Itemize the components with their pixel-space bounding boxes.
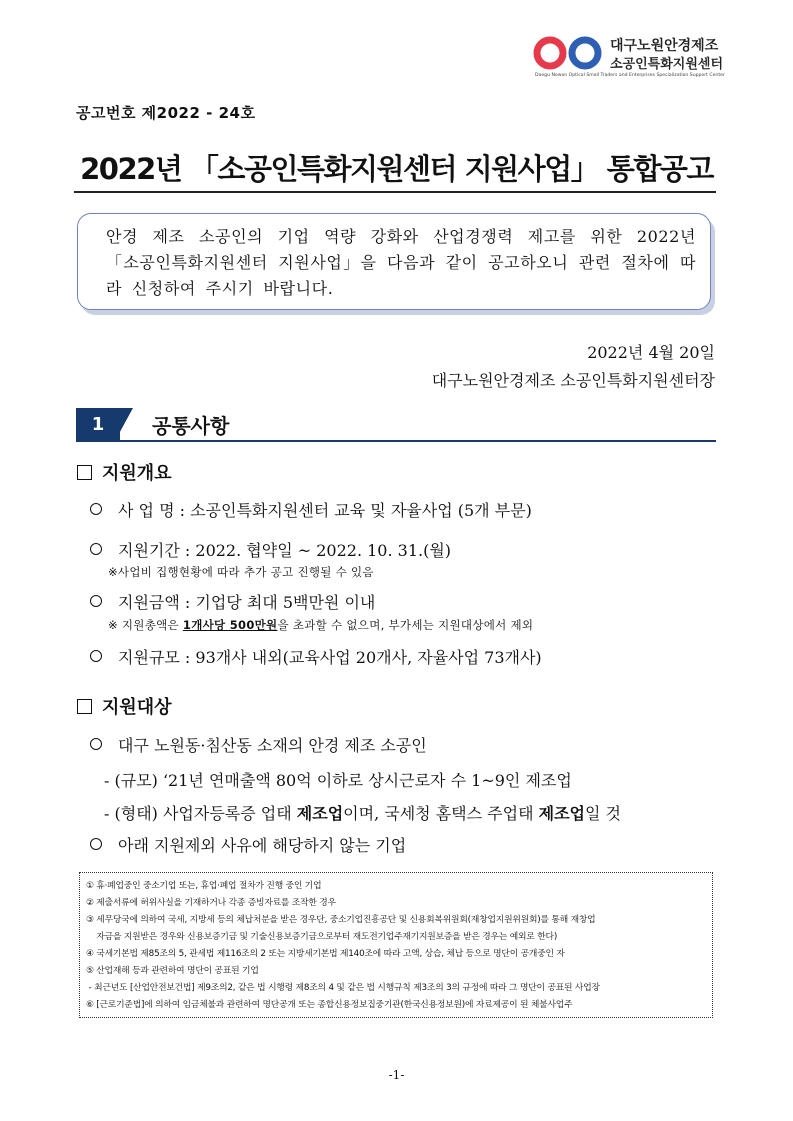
target-heading [77, 693, 172, 719]
announcement-date: 2022년 4월 20일 [587, 343, 715, 362]
page-title: 2022년 「소공인특화지원센터 지원사업」 통합공고 [80, 152, 713, 186]
intro-text: 안경 제조 소공인의 기업 역량 강화와 산업경쟁력 제고를 위한 2022년 「소공인특화지원센터 지원사업」을 다음과 같이 공고하오니 관련 절차에 따라 신청하여 주시기 바랍니다. [106, 227, 696, 298]
checkbox-square-icon [77, 699, 92, 714]
title-underline [74, 191, 716, 193]
target-sub-scale: - (규모) ‘21년 연매출액 80억 이하로 상시근로자 수 1~9인 제조업 [104, 771, 572, 790]
section-number-tail [115, 408, 133, 441]
target-sub-bold: 제조업 [538, 804, 585, 823]
overview-item-text: 지원규모 : 93개사 내외(교육사업 20개사, 자율사업 73개사) [118, 648, 542, 667]
section-rule [76, 440, 716, 442]
overview-item-text: 지원금액 : 기업당 최대 5백만원 이내 [118, 593, 376, 612]
logo-name-line1: 대구노원안경제조 [610, 38, 719, 54]
intro-box [77, 213, 711, 310]
exclusion-item: 자금을 지원받은 경우와 신용보증기금 및 기술신용보증기금으로부터 재도전기업주재기지원보증을 받은 경우는 예외로 한다) [86, 932, 558, 942]
target-item-text: 대구 노원동·침산동 소재의 안경 제조 소공인 [118, 736, 427, 755]
exclusion-item: ④ 국세기본법 제85조의 5, 관세법 제116조의 2 또는 지방세기본법 제140조에 따라 고액, 상습, 체납 등으로 명단이 공개중인 자 [86, 949, 565, 959]
overview-item-text: 지원기간 : 2022. 협약일 ~ 2022. 10. 31.(월) [118, 541, 452, 560]
overview-item-period [90, 538, 451, 561]
logo-rings-icon [533, 36, 605, 70]
circle-bullet-icon [90, 543, 102, 555]
target-sub-text: 이며, 국세청 홈택스 주업태 [343, 804, 539, 823]
target-heading-label: 지원대상 [102, 697, 172, 718]
logo-name-line2: 소공인특화지원센터 [610, 57, 724, 72]
circle-bullet-icon [90, 738, 102, 750]
target-sub-text: 일 것 [585, 804, 621, 823]
exclusion-item: ⑥ [근로기준법]에 의하여 임금체불과 관련하여 명단공개 또는 종합신용정보집중기관(한국신용정보원)에 자료제공이 된 체불사업주 [86, 1000, 573, 1010]
circle-bullet-icon [90, 838, 102, 850]
circle-bullet-icon [90, 503, 102, 515]
exclusion-item: ② 제출서류에 허위사실을 기재하거나 각종 증빙자료를 조작한 경우 [86, 898, 336, 908]
notice-number: 공고번호 제2022 - 24호 [76, 104, 256, 122]
target-sub-bold: 제조업 [296, 804, 344, 823]
section-number: 1 [76, 408, 120, 441]
exclusion-item: ③ 세무당국에 의하여 국세, 지방세 등의 체납처분을 받은 경우단, 중소기업진흥공단 및 신용회복위원회(재창업지원위원회)를 통해 재창업 [86, 915, 596, 925]
signer: 대구노원안경제조 소공인특화지원센터장 [431, 371, 715, 390]
circle-bullet-icon [90, 595, 102, 607]
circle-bullet-icon [90, 650, 102, 662]
checkbox-square-icon [77, 465, 92, 480]
overview-item-amount [90, 590, 375, 613]
exclusion-list-box [79, 872, 713, 1018]
overview-item-business-name [90, 498, 532, 521]
note-text: 을 초과할 수 없으며, 부가세는 지원대상에서 제외 [277, 618, 534, 632]
exclusion-item: - 최근년도 [산업안전보건법] 제9조의2, 같은 법 시행령 제8조의 4 및 같은 법 시행규칙 제3조의 3의 규정에 따라 그 명단이 공표된 사업장 [86, 983, 600, 993]
target-sub-type [104, 801, 621, 824]
logo-english-name: Daegu Nowon Optical Small Traders and Enterprises Specialization Support Center [535, 73, 725, 78]
page-number: -1- [388, 1068, 405, 1082]
note-text: ※ 지원총액은 [108, 618, 183, 632]
overview-item-scale [90, 645, 542, 668]
overview-heading [77, 459, 172, 485]
target-item-text: 아래 지원제외 사유에 해당하지 않는 기업 [118, 836, 407, 855]
target-item-location [90, 733, 427, 756]
target-item-exclusion [90, 833, 406, 856]
exclusion-item: ① 휴·폐업중인 중소기업 또는, 휴업·폐업 절차가 진행 중인 기업 [86, 881, 322, 891]
overview-note-2 [108, 617, 533, 633]
overview-heading-label: 지원개요 [102, 463, 172, 484]
exclusion-item: ⑤ 산업재해 등과 관련하여 명단이 공표된 기업 [86, 966, 259, 976]
section-title: 공통사항 [152, 414, 230, 438]
center-logo [533, 34, 763, 82]
overview-item-text: 사 업 명 : 소공인특화지원센터 교육 및 자율사업 (5개 부문) [118, 501, 532, 520]
note-emphasis: 1개사당 500만원 [182, 618, 278, 632]
target-sub-text: - (형태) 사업자등록증 업태 [104, 804, 297, 823]
overview-note-1: ※사업비 집행현황에 따라 추가 공고 진행될 수 있음 [108, 565, 374, 579]
